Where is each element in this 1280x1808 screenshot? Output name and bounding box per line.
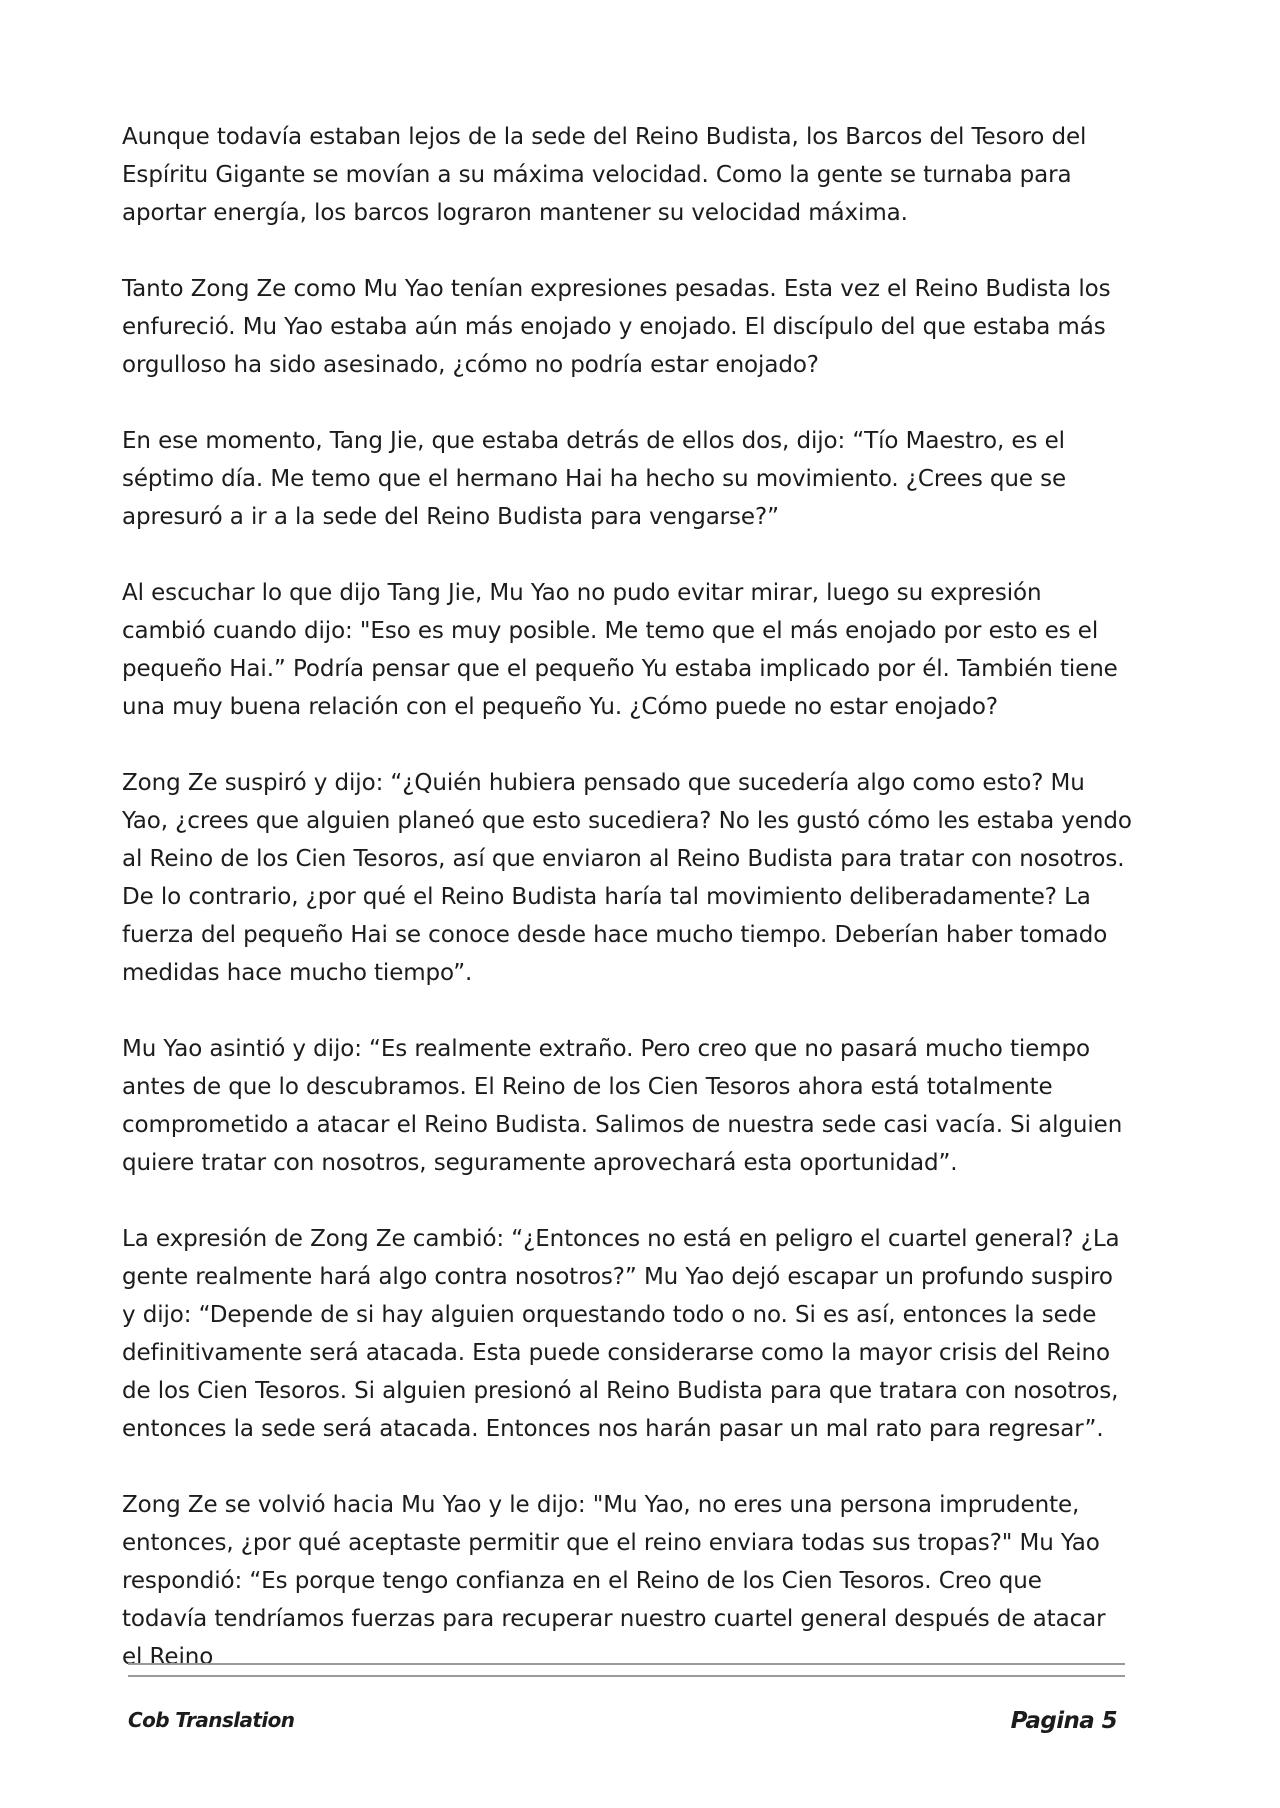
- body-text: [122, 118, 1132, 1714]
- paragraph: Al escuchar lo que dijo Tang Jie, Mu Yao no pudo evitar mirar, luego su expresión cambió cuando dijo: "Eso es muy posible. Me temo que el más enojado por esto es el pequeño Hai.” Podría pensar que el pequeño Yu estaba implicado por él. También tiene una muy buena relación con el pequeño Yu. ¿Cómo puede no estar enojado?: [122, 580, 1118, 720]
- paragraph: Zong Ze se volvió hacia Mu Yao y le dijo: "Mu Yao, no eres una persona imprudente, entonces, ¿por qué aceptaste permitir que el reino enviara todas sus tropas?" Mu Yao respondió: “Es porque tengo confianza en el Reino de los Cien Tesoros. Creo que todavía tendríamos fuerzas para recuperar nuestro cuartel general después de atacar el Reino: [122, 1492, 1106, 1670]
- paragraph: Mu Yao asintió y dijo: “Es realmente extraño. Pero creo que no pasará mucho tiempo antes de que lo descubramos. El Reino de los Cien Tesoros ahora está totalmente comprometido a atacar el Reino Budista. Salimos de nuestra sede casi vacía. Si alguien quiere tratar con nosotros, seguramente aprovechará esta oportunidad”.: [122, 1036, 1123, 1176]
- footer-page-number: Pagina 5: [1010, 1708, 1117, 1734]
- footer-divider-bottom: [128, 1675, 1125, 1677]
- paragraph: La expresión de Zong Ze cambió: “¿Entonces no está en peligro el cuartel general? ¿La gente realmente hará algo contra nosotros?” Mu Yao dejó escapar un profundo suspiro y dijo: “Depende de si hay alguien orquestando todo o no. Si es así, entonces la sede definitivamente será atacada. Esta puede considerarse como la mayor crisis del Reino de los Cien Tesoros. Si alguien presionó al Reino Budista para que tratara con nosotros, entonces la sede será atacada. Entonces nos harán pasar un mal rato para regresar”.: [122, 1226, 1120, 1442]
- paragraph: En ese momento, Tang Jie, que estaba detrás de ellos dos, dijo: “Tío Maestro, es el séptimo día. Me temo que el hermano Hai ha hecho su movimiento. ¿Crees que se apresuró a ir a la sede del Reino Budista para vengarse?”: [122, 428, 1067, 530]
- paragraph: Tanto Zong Ze como Mu Yao tenían expresiones pesadas. Esta vez el Reino Budista los enfureció. Mu Yao estaba aún más enojado y enojado. El discípulo del que estaba más orgulloso ha sido asesinado, ¿cómo no podría estar enojado?: [122, 276, 1111, 378]
- footer-translator-credit: Cob Translation: [128, 1708, 295, 1732]
- paragraph: Zong Ze suspiró y dijo: “¿Quién hubiera pensado que sucedería algo como esto? Mu Yao, ¿crees que alguien planeó que esto sucediera? No les gustó cómo les estaba yendo al Reino de los Cien Tesoros, así que enviaron al Reino Budista para tratar con nosotros. De lo contrario, ¿por qué el Reino Budista haría tal movimiento deliberadamente? La fuerza del pequeño Hai se conoce desde hace mucho tiempo. Deberían haber tomado medidas hace mucho tiempo”.: [122, 770, 1132, 986]
- footer-divider-top: [128, 1663, 1125, 1665]
- paragraph: Aunque todavía estaban lejos de la sede del Reino Budista, los Barcos del Tesoro del Espíritu Gigante se movían a su máxima velocidad. Como la gente se turnaba para aportar energía, los barcos lograron mantener su velocidad máxima.: [122, 124, 1087, 226]
